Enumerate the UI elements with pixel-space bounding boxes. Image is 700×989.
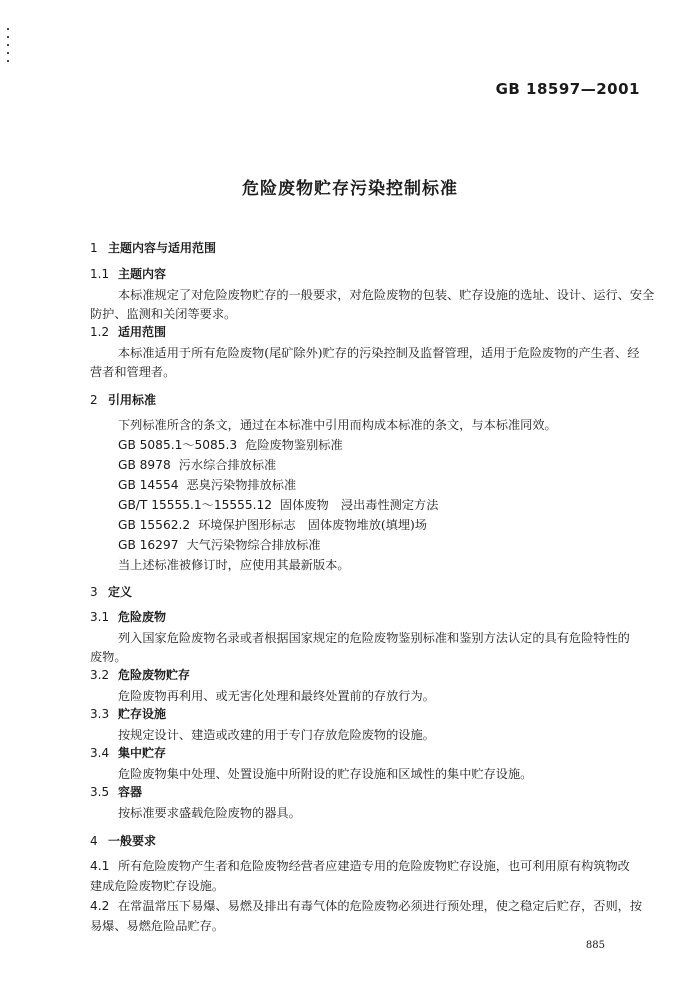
section-1-2-heading: 1.2 适用范围 bbox=[90, 325, 167, 339]
paragraph-line: 防护、监测和关闭等要求。 bbox=[90, 307, 237, 321]
section-3-heading: 3 定义 bbox=[90, 585, 133, 599]
paragraph-line: 易爆、易燃危险品贮存。 bbox=[90, 919, 225, 933]
section-2-heading: 2 引用标准 bbox=[90, 393, 157, 407]
reference-item: GB 14554 恶臭污染物排放标准 bbox=[118, 478, 297, 492]
reference-item: GB 5085.1～5085.3 危险废物鉴别标准 bbox=[118, 438, 343, 452]
page-number: 885 bbox=[585, 940, 605, 951]
reference-item: GB 8978 污水综合排放标准 bbox=[118, 458, 277, 472]
paragraph-line: 危险废物集中处理、处置设施中所附设的贮存设施和区域性的集中贮存设施。 bbox=[118, 767, 533, 781]
clause-4-2: 4.2 在常温常压下易爆、易燃及排出有毒气体的危险废物必须进行预处理，使之稳定后贮存，否则，按 bbox=[90, 899, 643, 913]
reference-item: GB 15562.2 环境保护图形标志 固体废物堆放(填埋)场 bbox=[118, 518, 427, 532]
section-1-1-heading: 1.1 主题内容 bbox=[90, 267, 167, 281]
paragraph-line: 按标准要求盛载危险废物的器具。 bbox=[118, 806, 301, 820]
definition-heading: 3.4 集中贮存 bbox=[90, 746, 167, 760]
paragraph-line: 按规定设计、建造或改建的用于专门存放危险废物的设施。 bbox=[118, 728, 435, 742]
paragraph-line: 营者和管理者。 bbox=[90, 365, 176, 379]
paragraph-line: 列入国家危险废物名录或者根据国家规定的危险废物鉴别标准和鉴别方法认定的具有危险特性的 bbox=[118, 631, 630, 645]
standard-number: GB 18597—2001 bbox=[495, 80, 640, 98]
paragraph-line: 建成危险废物贮存设施。 bbox=[90, 879, 225, 893]
references-outro: 当上述标准被修订时，应使用其最新版本。 bbox=[118, 558, 350, 572]
paragraph-line: 危险废物再利用、或无害化处理和最终处置前的存放行为。 bbox=[118, 689, 435, 703]
definition-heading: 3.1 危险废物 bbox=[90, 610, 167, 624]
binding-marks bbox=[7, 28, 9, 68]
definition-heading: 3.2 危险废物贮存 bbox=[90, 668, 191, 682]
definition-heading: 3.3 贮存设施 bbox=[90, 707, 167, 721]
definition-heading: 3.5 容器 bbox=[90, 785, 143, 799]
document-title: 危险废物贮存污染控制标准 bbox=[242, 179, 458, 199]
reference-item: GB/T 15555.1～15555.12 固体废物 浸出毒性测定方法 bbox=[118, 498, 439, 512]
section-1-heading: 1 主题内容与适用范围 bbox=[90, 241, 217, 255]
clause-4-1: 4.1 所有危险废物产生者和危险废物经营者应建造专用的危险废物贮存设施，也可利用原有构筑物改 bbox=[90, 859, 630, 873]
references-intro: 下列标准所含的条文，通过在本标准中引用而构成本标准的条文，与本标准同效。 bbox=[118, 418, 557, 432]
paragraph-line: 本标准规定了对危险废物贮存的一般要求，对危险废物的包装、贮存设施的选址、设计、运行、安全 bbox=[118, 288, 655, 302]
section-4-heading: 4 一般要求 bbox=[90, 834, 157, 848]
paragraph-line: 本标准适用于所有危险废物(尾矿除外)贮存的污染控制及监督管理，适用于危险废物的产生者、经 bbox=[118, 346, 640, 360]
paragraph-line: 废物。 bbox=[90, 650, 127, 664]
reference-item: GB 16297 大气污染物综合排放标准 bbox=[118, 538, 321, 552]
